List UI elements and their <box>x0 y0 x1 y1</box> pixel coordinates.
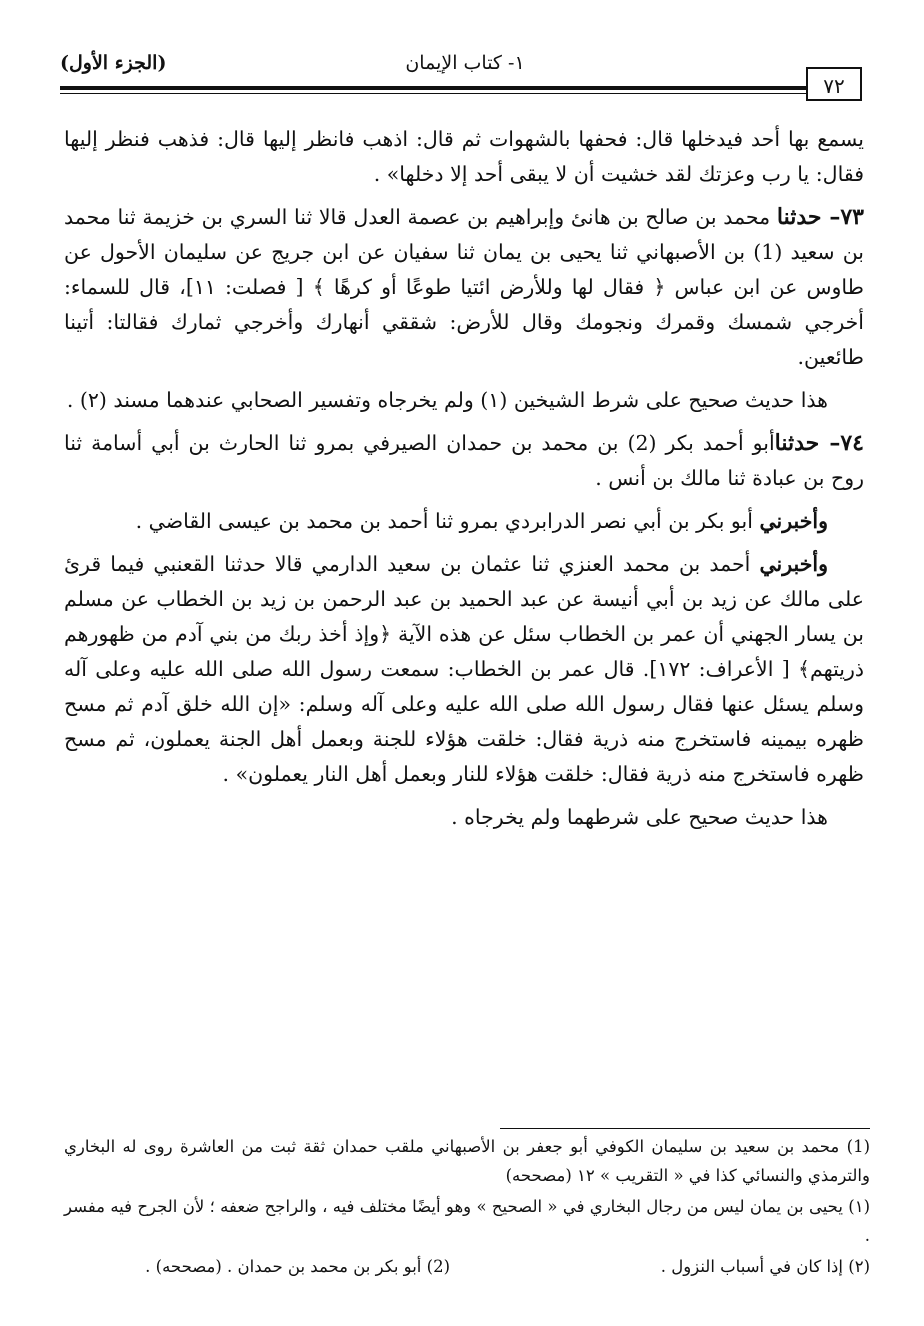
footnotes <box>64 1132 870 1281</box>
hadith-lead: – حدثنا <box>776 204 841 230</box>
grading-paragraph <box>64 383 864 418</box>
header-rule-thick <box>60 86 806 90</box>
footnote: (1) محمد بن سعيد بن سليمان الكوفي أبو جعفر بن الأصبهاني ملقب حمدان ثقة ثبت من العاشرة روى له البخاري والترمذي والنسائي كذا في « التقريب » ١٢ (مصححه) <box>64 1137 870 1185</box>
paragraph-text: هذا حديث صحيح على شرطهما ولم يخرجاه . <box>451 805 828 829</box>
isnad-paragraph <box>64 504 864 539</box>
paragraph-text: محمد بن صالح بن هانئ وإبراهيم بن عصمة العدل قالا ثنا السري بن خزيمة ثنا محمد بن سعيد (1) بن الأصبهاني ثنا يحيى بن يمان ثنا سفيان عن ابن جريج عن سليمان الأحول عن طاوس عن ابن عباس ﴿ فقال لها وللأرض ائتيا طوعًا أو كرهًا ﴾ [ فصلت: ١١]، قال للسماء: أخرجي شمسك وقمرك ونجومك وقال للأرض: شققي أنهارك وأخرجي ثمارك فقالتا: أتينا طائعين. <box>64 205 865 369</box>
isnad-lead: وأخبرني <box>759 509 828 533</box>
footnote-separator <box>500 1128 870 1129</box>
grading-paragraph <box>64 800 864 835</box>
isnad-paragraph <box>64 547 864 792</box>
isnad-lead: وأخبرني <box>759 552 828 576</box>
hadith-73 <box>64 200 864 375</box>
paragraph <box>64 122 864 192</box>
paragraph-text: هذا حديث صحيح على شرط الشيخين (١) ولم يخرجاه وتفسير الصحابي عندهما مسند (٢) . <box>66 388 828 412</box>
footnote: (2) أبو بكر بن محمد بن حمدان . (مصححه) . <box>145 1257 450 1276</box>
header-rule-thin <box>60 93 806 94</box>
body-text <box>64 122 864 843</box>
paragraph-text: أبو أحمد بكر (2) بن محمد بن حمدان الصيرفي بمرو ثنا الحارث بن أبي أسامة ثنا روح بن عبادة ثنا مالك بن أنس . <box>64 431 864 490</box>
paragraph-text: أبو بكر بن أبي نصر الدرابردي بمرو ثنا أحمد بن محمد بن عيسى القاضي . <box>135 509 760 533</box>
page-number-box: ٧٢ <box>806 67 862 101</box>
hadith-lead: – حدثنا <box>774 430 841 456</box>
hadith-number: ٧٣ <box>840 204 864 230</box>
running-header-volume: (الجزء الأول) <box>60 52 167 74</box>
footnote: (٢) إذا كان في أسباب النزول . <box>660 1257 870 1276</box>
running-header-chapter: ١- كتاب الإيمان <box>405 52 525 74</box>
hadith-number: ٧٤ <box>840 430 864 456</box>
paragraph-text: يسمع بها أحد فيدخلها قال: فحفها بالشهوات ثم قال: اذهب فانظر إليها قال: فذهب فنظر إليها فقال: يا رب وعزتك لقد خشيت أن لا يبقى أحد إلا دخلها» . <box>64 127 864 186</box>
hadith-74 <box>64 426 864 496</box>
footnote: (١) يحيى بن يمان ليس من رجال البخاري في « الصحيح » وهو أيضًا مختلف فيه ، والراجح ضعفه ؛ لأن الجرح فيه مفسر . <box>64 1197 870 1245</box>
paragraph-text: أحمد بن محمد العنزي ثنا عثمان بن سعيد الدارمي قالا حدثنا القعنبي فيما قرئ على مالك عن زيد بن أبي أنيسة عن عبد الحميد بن عبد الرحمن بن زيد بن الخطاب عن مسلم بن يسار الجهني أن عمر بن الخطاب سئل عن هذه الآية ﴿وإذ أخذ ربك من بني آدم من ظهورهم ذريتهم﴾ [ الأعراف: ١٧٢]. قال عمر بن الخطاب: سمعت رسول الله صلى الله عليه وعلى آله وسلم يسئل عنها فقال رسول الله صلى الله عليه وعلى آله وسلم: «إن الله خلق آدم ثم مسح ظهره بيمينه فاستخرج منه ذرية فقال: خلقت هؤلاء للجنة وبعمل أهل الجنة يعملون، ثم مسح ظهره فاستخرج منه ذرية فقال: خلقت هؤلاء للنار وبعمل أهل النار يعملون» . <box>64 552 864 786</box>
footnote-row <box>64 1252 870 1281</box>
